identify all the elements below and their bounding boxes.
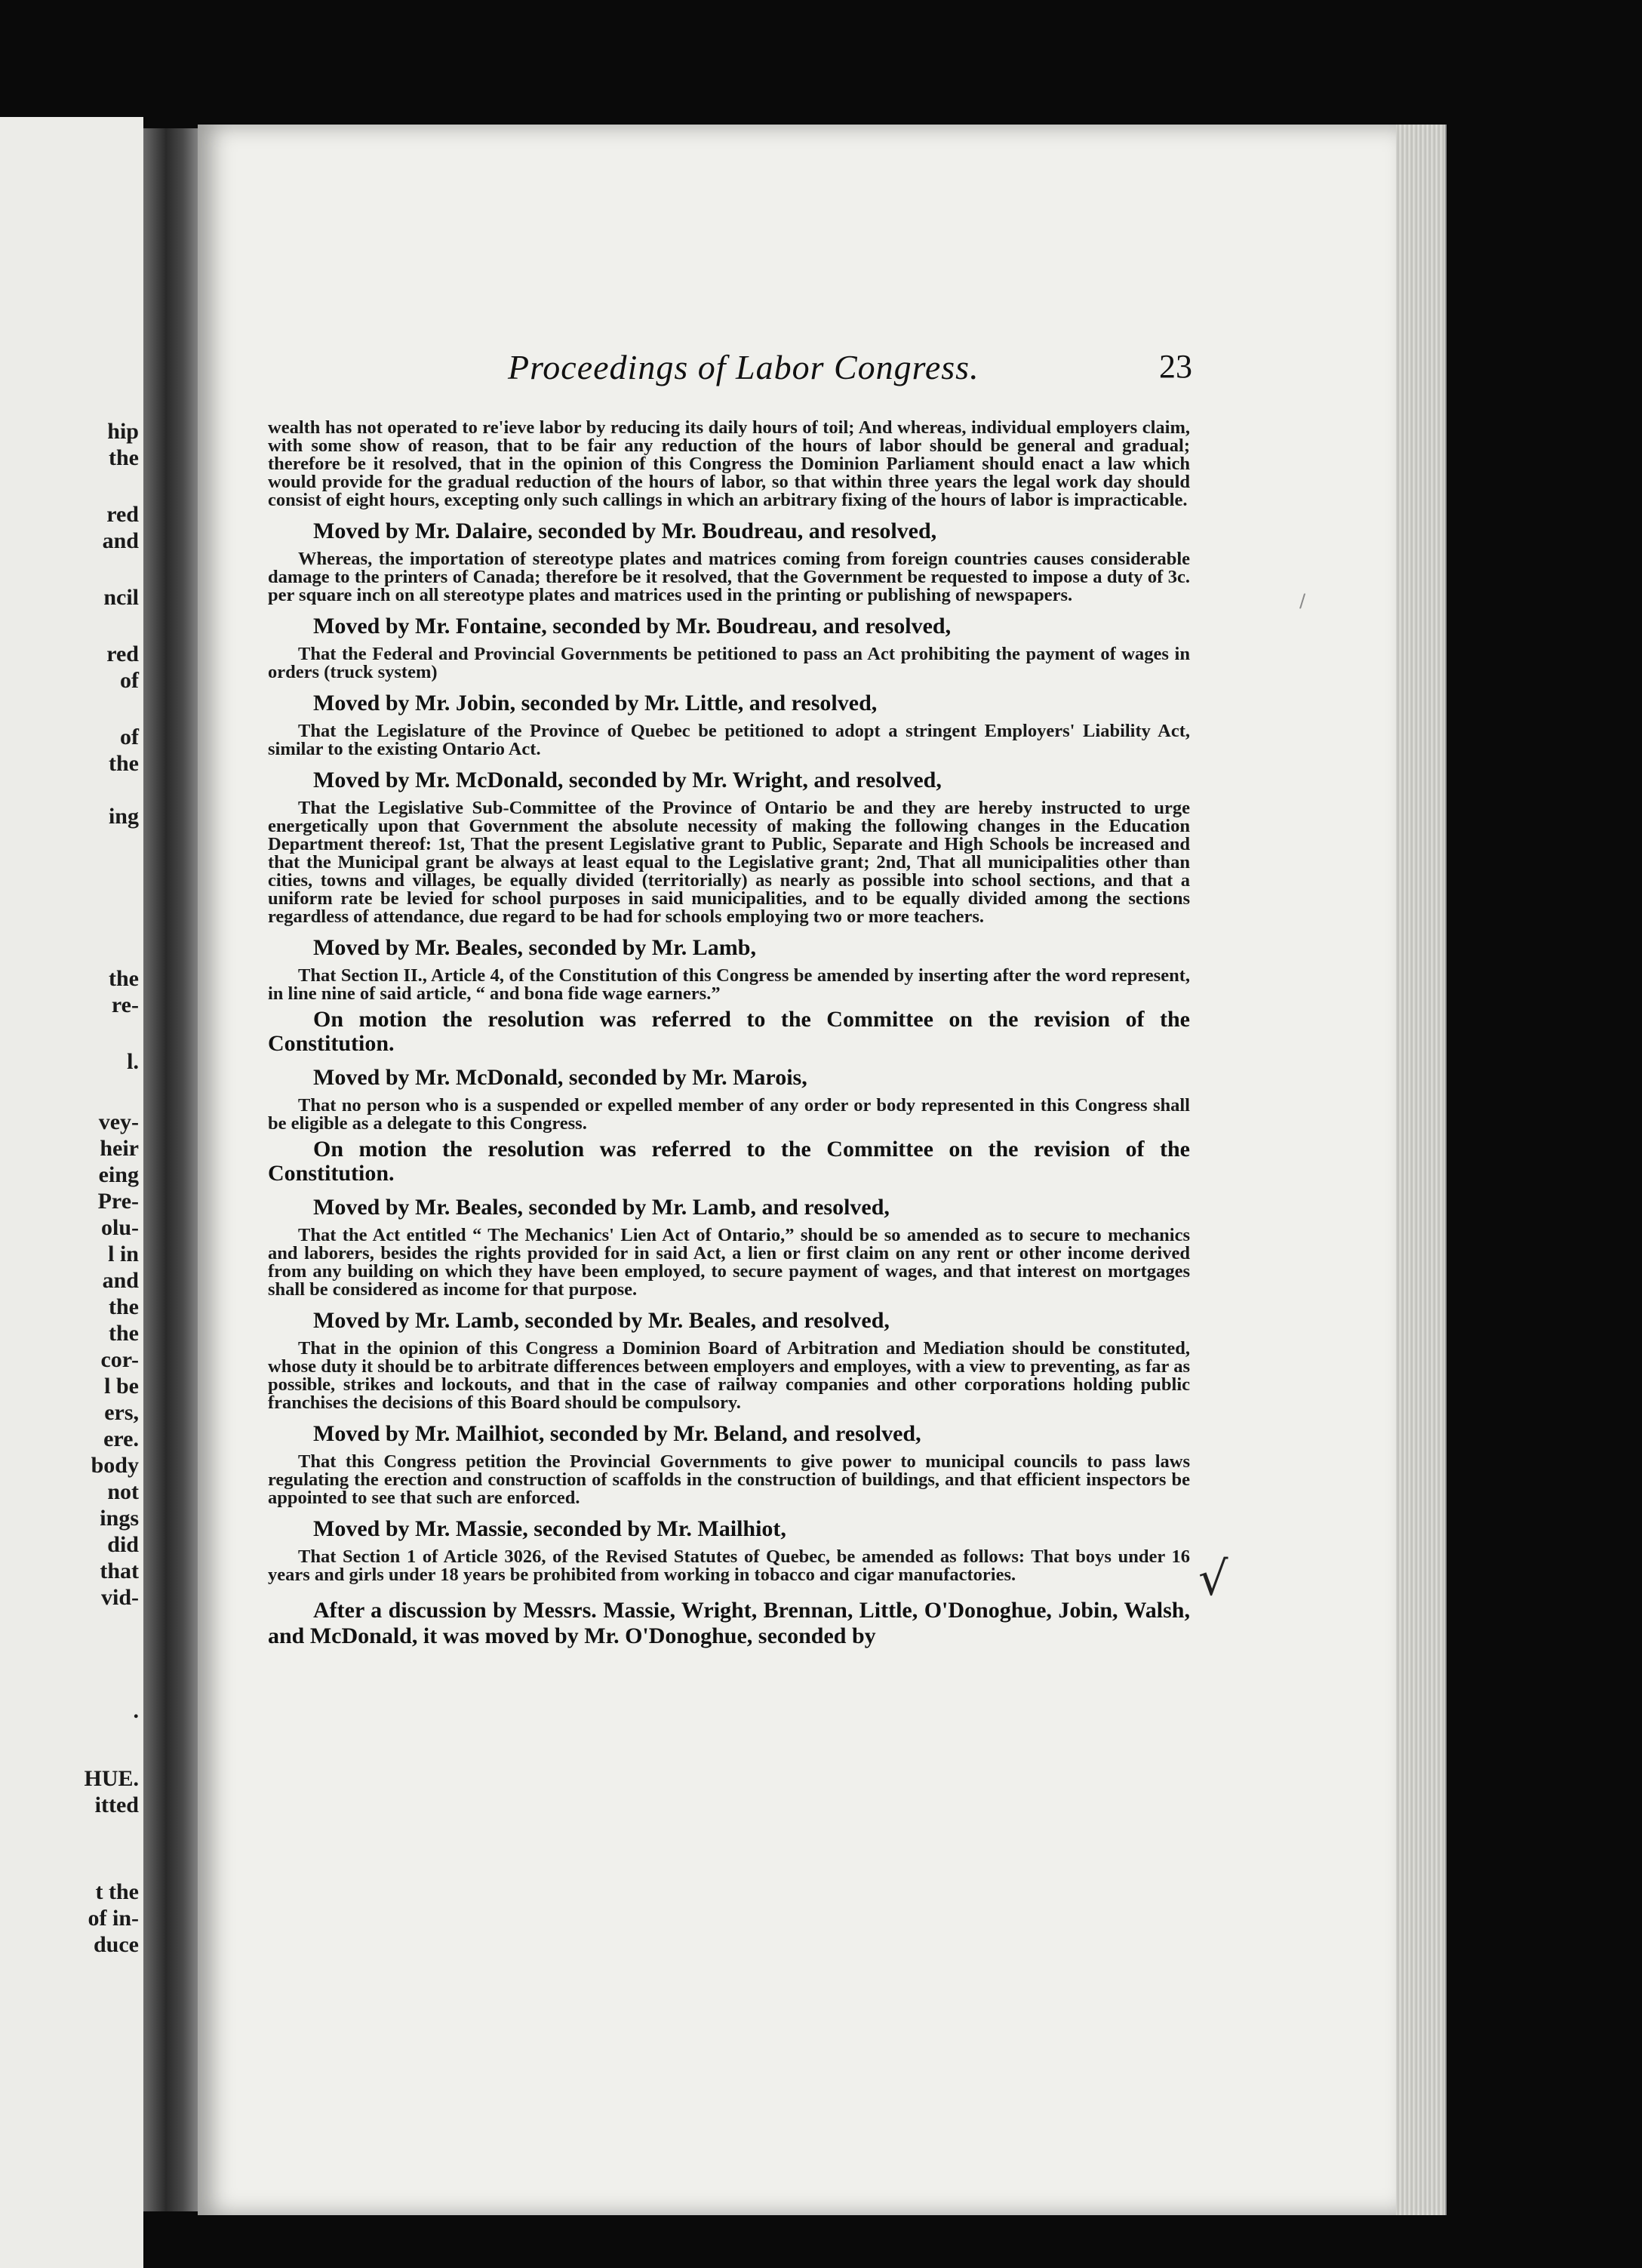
resolution-text: That Section 1 of Article 3026, of the Revised Statutes of Quebec, be amended as follows: That boys under 16 years and girls under 18 years be prohibited from working in tobacco and cigar manufactories. [268,1546,1190,1585]
facing-page-text-fragment: ere. [103,1426,139,1451]
resolution-text: wealth has not operated to re'ieve labor by reducing its daily hours of toil; And whereas, individual employers claim, with some show of reason, that to be fair any reduction of the hours of labor should be general and gradual; therefore be it resolved, that in the opinion of this Congress the Dominion Parliament should enact a law which would provide for the gradual reduction of the hours of labor, so that within three years the legal work day should consist of eight hours, excepting only such callings in which an arbitrary fixing of the hours of labor is impracticable. [268,417,1190,510]
facing-page-text-fragment: itted [94,1793,139,1817]
facing-page-text-fragment: red [106,502,139,527]
resolution-text: That the Federal and Provincial Governments be petitioned to pass an Act prohibiting the payment of wages in orders (truck system) [268,644,1190,682]
resolution-text: That this Congress petition the Provincial Governments to give power to municipal councils to pass laws regulating the erection and construction of scaffolds in the construction of buildings, and that efficient inspectors be appointed to see that such are enforced. [268,1451,1190,1508]
moved-by-line: Moved by Mr. Fontaine, seconded by Mr. Boudreau, and resolved, [313,614,952,639]
facing-page-text-fragment: and [102,528,139,553]
motion-paragraph: On motion the resolution was referred to the Committee on the revision of the Constitution. [268,1137,1190,1186]
resolution-text: That no person who is a suspended or expelled member of any order or body represented in this Congress shall be eligible as a delegate to this Congress. [268,1095,1190,1134]
facing-page-text-fragment: ings [100,1506,139,1531]
facing-page-text-fragment: the [109,1294,139,1319]
moved-by-line: Moved by Mr. Beales, seconded by Mr. Lamb, [313,935,756,960]
facing-page-text-fragment: HUE. [84,1766,139,1791]
facing-page-text-fragment: heir [100,1136,139,1161]
facing-page-text-fragment: body [91,1453,139,1478]
facing-page-text-fragment: l be [104,1374,139,1399]
facing-page-text-fragment: vid- [100,1585,139,1610]
moved-by-line: Moved by Mr. Jobin, seconded by Mr. Little, and resolved, [313,691,878,715]
resolution-text: That the Act entitled “ The Mechanics' Lien Act of Ontario,” should be so amended as to secure to mechanics and laborers, besides the rights provided for in said Act, a lien or first claim on any rent or other income derived from any building on which they have been employed, to secure payment of wages, and that interest on mortgages shall be considered as income for that purpose. [268,1225,1190,1300]
check-mark-icon: √ [1198,1551,1228,1606]
facing-page-fragment [0,117,143,2268]
moved-by-line: Moved by Mr. Massie, seconded by Mr. Mailhiot, [313,1516,786,1541]
facing-page-text-fragment: of in- [88,1906,139,1931]
facing-page-text-fragment: l. [127,1049,139,1074]
page-number: 23 [1159,348,1192,385]
facing-page-text-fragment: red [106,642,139,666]
motion-paragraph: On motion the resolution was referred to the Committee on the revision of the Constitution. [268,1007,1190,1056]
facing-page-text-fragment: the [109,966,139,991]
moved-by-line: Moved by Mr. McDonald, seconded by Mr. Wright, and resolved, [313,768,942,792]
facing-page-text-fragment: and [102,1268,139,1293]
facing-page-text-fragment: vey- [98,1109,139,1134]
facing-page-text-fragment: duce [94,1932,139,1957]
moved-by-line: Moved by Mr. Beales, seconded by Mr. Lamb, and resolved, [313,1195,890,1220]
page-content [268,419,1190,1649]
moved-by-line: Moved by Mr. Lamb, seconded by Mr. Beales, and resolved, [313,1308,890,1333]
facing-page-text-fragment: the [109,445,139,470]
resolution-text: That in the opinion of this Congress a Dominion Board of Arbitration and Mediation should be constituted, whose duty it should be to arbitrate differences between employers and employes, with a view to preventing, as far as possible, strikes and lockouts, and that in the case of railway companies and other corporations holding public franchises the decisions of this Board should be compulsory. [268,1338,1190,1413]
facing-page-text-fragment: of [120,668,139,693]
facing-page-text-fragment: . [133,1698,139,1723]
page-edges [1396,125,1447,2215]
facing-page-text-fragment: t the [95,1879,139,1904]
facing-page-text-fragment: that [100,1559,139,1583]
facing-page-text-fragment: the [109,1321,139,1346]
facing-page-text-fragment: eing [98,1162,139,1187]
facing-page-text-fragment: ers, [104,1400,139,1425]
moved-by-line: Moved by Mr. Dalaire, seconded by Mr. Boudreau, and resolved, [313,519,937,543]
facing-page-text-fragment: of [120,725,139,749]
moved-by-line: Moved by Mr. McDonald, seconded by Mr. Marois, [313,1065,807,1090]
resolution-text: That the Legislative Sub-Committee of the Province of Ontario be and they are hereby instructed to urge energetically upon that Government the absolute necessity of making the following changes in the Education Department thereof: 1st, That the present Legislative grant to Public, Separate and High Schools be increased and that the Municipal grant be always at least equal to the Legislative grant; 2nd, That all municipalities other than cities, towns and villages, be equally divided (territorially) as nearly as possible into school sections, and that a uniform rate be levied for school purposes in said municipalities, and to be equally divided among the sections regardless of attendance, due regard to be had for schools employing two or more teachers. [268,798,1190,927]
running-head: Proceedings of Labor Congress. [508,348,979,386]
moved-by-line: Moved by Mr. Mailhiot, seconded by Mr. Beland, and resolved, [313,1421,921,1446]
facing-page-text-fragment: hip [107,419,139,444]
facing-page-text-fragment: l in [108,1242,139,1266]
closing-paragraph: After a discussion by Messrs. Massie, Wright, Brennan, Little, O'Donoghue, Jobin, Walsh, and McDonald, it was moved by Mr. O'Donoghue, seconded by [268,1598,1190,1648]
resolution-text: Whereas, the importation of stereotype plates and matrices coming from foreign countries causes considerable damage to the printers of Canada; therefore be it resolved, that the Government be requested to impose a duty of 3c. per square inch on all stereotype plates and matrices used in the printing or publishing of newspapers. [268,549,1190,605]
facing-page-text-fragment: the [109,751,139,776]
facing-page-text-fragment: cor- [100,1347,139,1372]
facing-page-text-fragment: did [107,1532,139,1557]
facing-page-text-fragment: ing [108,804,139,829]
facing-page-text-fragment: re- [111,992,139,1017]
facing-page-text-fragment: ncil [103,585,139,610]
facing-page-text-fragment: Pre- [97,1189,139,1214]
resolution-text: That the Legislature of the Province of Quebec be petitioned to adopt a stringent Employers' Liability Act, similar to the existing Ontario Act. [268,721,1190,759]
book-gutter [143,128,200,2211]
facing-page-text-fragment: not [107,1479,139,1504]
facing-page-text-fragment: olu- [100,1215,139,1240]
resolution-text: That Section II., Article 4, of the Constitution of this Congress be amended by inserting after the word represent, in line nine of said article, “ and bona fide wage earners.” [268,965,1190,1004]
stray-pencil-mark: / [1299,590,1306,611]
